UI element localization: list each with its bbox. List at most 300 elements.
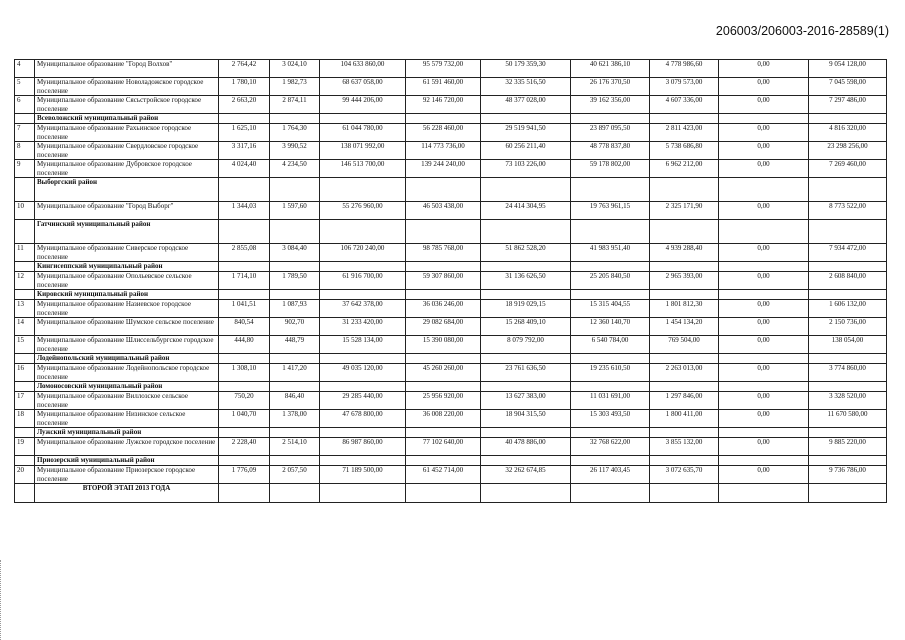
fund-share-cell: 36 036 246,00 — [406, 300, 481, 318]
fund-share-cell: 92 146 720,00 — [406, 96, 481, 114]
extra-cost-cell: 3 328 520,00 — [809, 392, 887, 410]
empty-index-cell — [15, 220, 35, 244]
empty-cell — [571, 290, 650, 300]
empty-index-cell — [15, 354, 35, 364]
extra-cost-cell: 2 608 840,00 — [809, 272, 887, 290]
stage-row — [15, 484, 887, 503]
fund-share-cell: 46 503 438,00 — [406, 202, 481, 220]
municipality-name: Муниципальное образование Шумское сельское поселение — [35, 318, 219, 336]
empty-cell — [320, 262, 406, 272]
extra-cost-cell: 7 045 598,00 — [809, 78, 887, 96]
owners-share-cell: 5 738 686,80 — [650, 142, 719, 160]
area-after-cell: 846,40 — [270, 392, 320, 410]
owners-share-cell: 1 454 134,20 — [650, 318, 719, 336]
empty-cell — [270, 456, 320, 466]
other-share-cell: 0,00 — [719, 336, 809, 354]
municipality-name: Муниципальное образование Назиевское городское поселение — [35, 300, 219, 318]
empty-cell — [320, 290, 406, 300]
empty-cell — [219, 178, 270, 202]
local-share-cell: 39 162 356,00 — [571, 96, 650, 114]
row-index: 17 — [15, 392, 35, 410]
region-share-cell: 73 103 226,00 — [481, 160, 571, 178]
fund-share-cell: 139 244 240,00 — [406, 160, 481, 178]
empty-cell — [719, 456, 809, 466]
empty-cell — [650, 114, 719, 124]
region-share-cell: 29 519 941,50 — [481, 124, 571, 142]
table-row — [15, 300, 887, 318]
area-before-cell: 2 764,42 — [219, 60, 270, 78]
other-share-cell: 0,00 — [719, 202, 809, 220]
empty-cell — [481, 262, 571, 272]
other-share-cell: 0,00 — [719, 96, 809, 114]
row-index: 9 — [15, 160, 35, 178]
other-share-cell: 0,00 — [719, 318, 809, 336]
owners-share-cell: 6 962 212,00 — [650, 160, 719, 178]
area-before-cell: 2 228,40 — [219, 438, 270, 456]
municipality-name: Муниципальное образование Рахьинское городское поселение — [35, 124, 219, 142]
local-share-cell: 19 235 610,50 — [571, 364, 650, 382]
municipality-name: Муниципальное образование Низинское сельское поселение — [35, 410, 219, 428]
empty-cell — [719, 220, 809, 244]
empty-cell — [809, 428, 887, 438]
empty-cell — [809, 484, 887, 503]
local-share-cell: 11 031 691,00 — [571, 392, 650, 410]
local-share-cell: 23 897 095,50 — [571, 124, 650, 142]
empty-cell — [406, 354, 481, 364]
district-name: Кировский муниципальный район — [35, 290, 219, 300]
empty-cell — [270, 220, 320, 244]
total-cost-cell: 106 720 240,00 — [320, 244, 406, 262]
owners-share-cell: 4 778 986,60 — [650, 60, 719, 78]
row-index: 14 — [15, 318, 35, 336]
extra-cost-cell: 2 150 736,00 — [809, 318, 887, 336]
empty-cell — [719, 114, 809, 124]
empty-index-cell — [15, 290, 35, 300]
empty-cell — [481, 114, 571, 124]
empty-cell — [571, 178, 650, 202]
empty-cell — [406, 290, 481, 300]
empty-index-cell — [15, 382, 35, 392]
empty-cell — [719, 382, 809, 392]
area-before-cell: 1 625,10 — [219, 124, 270, 142]
table-body — [15, 60, 887, 503]
empty-cell — [320, 220, 406, 244]
empty-cell — [320, 456, 406, 466]
other-share-cell: 0,00 — [719, 392, 809, 410]
total-cost-cell: 47 678 800,00 — [320, 410, 406, 428]
program-table — [14, 59, 887, 503]
empty-cell — [809, 114, 887, 124]
local-share-cell: 40 621 386,10 — [571, 60, 650, 78]
empty-cell — [219, 354, 270, 364]
fund-share-cell: 15 390 080,00 — [406, 336, 481, 354]
empty-cell — [320, 484, 406, 503]
local-share-cell: 6 540 784,00 — [571, 336, 650, 354]
extra-cost-cell: 3 774 860,00 — [809, 364, 887, 382]
area-before-cell: 1 040,70 — [219, 410, 270, 428]
empty-cell — [719, 290, 809, 300]
empty-cell — [650, 220, 719, 244]
owners-share-cell: 4 939 288,40 — [650, 244, 719, 262]
extra-cost-cell: 138 054,00 — [809, 336, 887, 354]
other-share-cell: 0,00 — [719, 438, 809, 456]
table-row — [15, 124, 887, 142]
region-share-cell: 18 919 029,15 — [481, 300, 571, 318]
fund-share-cell: 36 008 220,00 — [406, 410, 481, 428]
empty-cell — [320, 114, 406, 124]
empty-cell — [650, 428, 719, 438]
total-cost-cell: 99 444 206,00 — [320, 96, 406, 114]
total-cost-cell: 55 276 960,00 — [320, 202, 406, 220]
district-header-row — [15, 354, 887, 364]
empty-cell — [809, 220, 887, 244]
municipality-name: Муниципальное образование Дубровское городское поселение — [35, 160, 219, 178]
owners-share-cell: 3 072 635,70 — [650, 466, 719, 484]
owners-share-cell: 1 801 812,30 — [650, 300, 719, 318]
empty-cell — [270, 178, 320, 202]
empty-index-cell — [15, 456, 35, 466]
area-before-cell: 840,54 — [219, 318, 270, 336]
area-before-cell: 4 024,40 — [219, 160, 270, 178]
extra-cost-cell: 7 297 486,00 — [809, 96, 887, 114]
table-row — [15, 410, 887, 428]
local-share-cell: 26 176 370,50 — [571, 78, 650, 96]
owners-share-cell: 1 297 846,00 — [650, 392, 719, 410]
area-after-cell: 1 417,20 — [270, 364, 320, 382]
empty-cell — [571, 428, 650, 438]
local-share-cell: 41 983 951,40 — [571, 244, 650, 262]
total-cost-cell: 29 285 440,00 — [320, 392, 406, 410]
municipality-name: Муниципальное образование Свердловское городское поселение — [35, 142, 219, 160]
empty-cell — [320, 382, 406, 392]
empty-cell — [719, 428, 809, 438]
district-header-row — [15, 262, 887, 272]
area-before-cell: 2 855,08 — [219, 244, 270, 262]
total-cost-cell: 61 044 780,00 — [320, 124, 406, 142]
municipality-name: Муниципальное образование Сясьстройское городское поселение — [35, 96, 219, 114]
fund-share-cell: 77 102 640,00 — [406, 438, 481, 456]
other-share-cell: 0,00 — [719, 60, 809, 78]
table-row — [15, 364, 887, 382]
owners-share-cell: 3 079 573,00 — [650, 78, 719, 96]
empty-cell — [406, 220, 481, 244]
empty-cell — [571, 220, 650, 244]
row-index: 5 — [15, 78, 35, 96]
empty-cell — [481, 178, 571, 202]
area-after-cell: 4 234,50 — [270, 160, 320, 178]
district-name: Ломоносовский муниципальный район — [35, 382, 219, 392]
district-header-row — [15, 178, 887, 202]
owners-share-cell: 2 811 423,00 — [650, 124, 719, 142]
total-cost-cell: 37 642 378,00 — [320, 300, 406, 318]
empty-cell — [219, 428, 270, 438]
local-share-cell: 25 205 840,50 — [571, 272, 650, 290]
empty-cell — [406, 262, 481, 272]
empty-cell — [481, 382, 571, 392]
empty-cell — [270, 262, 320, 272]
fund-share-cell: 114 773 736,00 — [406, 142, 481, 160]
municipality-name: Муниципальное образование "Город Выборг" — [35, 202, 219, 220]
row-index: 19 — [15, 438, 35, 456]
area-before-cell: 1 041,51 — [219, 300, 270, 318]
total-cost-cell: 15 528 134,00 — [320, 336, 406, 354]
municipality-name: Муниципальное образование Приозерское городское поселение — [35, 466, 219, 484]
empty-cell — [571, 456, 650, 466]
district-name: Кингисеппский муниципальный район — [35, 262, 219, 272]
empty-cell — [320, 354, 406, 364]
empty-cell — [406, 456, 481, 466]
empty-cell — [406, 484, 481, 503]
area-after-cell: 3 990,52 — [270, 142, 320, 160]
district-header-row — [15, 456, 887, 466]
region-share-cell: 32 262 674,85 — [481, 466, 571, 484]
region-share-cell: 60 256 211,40 — [481, 142, 571, 160]
row-index: 10 — [15, 202, 35, 220]
document-table-wrapper — [14, 59, 886, 503]
row-index: 11 — [15, 244, 35, 262]
empty-cell — [270, 484, 320, 503]
other-share-cell: 0,00 — [719, 272, 809, 290]
area-before-cell: 1 308,10 — [219, 364, 270, 382]
municipality-name: Муниципальное образование Лужское городское поселение — [35, 438, 219, 456]
owners-share-cell: 1 800 411,00 — [650, 410, 719, 428]
local-share-cell: 48 778 837,80 — [571, 142, 650, 160]
district-header-row — [15, 114, 887, 124]
empty-cell — [571, 262, 650, 272]
district-name: Лужский муниципальный район — [35, 428, 219, 438]
table-row — [15, 160, 887, 178]
area-before-cell: 750,20 — [219, 392, 270, 410]
empty-cell — [270, 354, 320, 364]
area-before-cell: 444,80 — [219, 336, 270, 354]
local-share-cell: 12 360 140,70 — [571, 318, 650, 336]
empty-index-cell — [15, 114, 35, 124]
row-index: 7 — [15, 124, 35, 142]
municipality-name: Муниципальное образование Лодейнопольское городское поселение — [35, 364, 219, 382]
empty-cell — [719, 354, 809, 364]
fund-share-cell: 29 082 684,00 — [406, 318, 481, 336]
area-before-cell: 1 780,10 — [219, 78, 270, 96]
area-before-cell: 3 317,16 — [219, 142, 270, 160]
empty-cell — [320, 178, 406, 202]
total-cost-cell: 31 233 420,00 — [320, 318, 406, 336]
empty-cell — [719, 484, 809, 503]
district-name: Приозерский муниципальный район — [35, 456, 219, 466]
empty-index-cell — [15, 428, 35, 438]
empty-cell — [481, 456, 571, 466]
empty-cell — [809, 262, 887, 272]
extra-cost-cell: 23 298 256,00 — [809, 142, 887, 160]
area-after-cell: 1 597,60 — [270, 202, 320, 220]
empty-cell — [650, 178, 719, 202]
other-share-cell: 0,00 — [719, 300, 809, 318]
district-header-row — [15, 382, 887, 392]
area-before-cell: 2 663,20 — [219, 96, 270, 114]
region-share-cell: 23 761 636,50 — [481, 364, 571, 382]
extra-cost-cell: 4 816 320,00 — [809, 124, 887, 142]
other-share-cell: 0,00 — [719, 244, 809, 262]
empty-cell — [219, 290, 270, 300]
empty-cell — [650, 262, 719, 272]
area-after-cell: 1 378,00 — [270, 410, 320, 428]
empty-cell — [219, 484, 270, 503]
district-header-row — [15, 220, 887, 244]
empty-cell — [406, 428, 481, 438]
region-share-cell: 31 136 626,50 — [481, 272, 571, 290]
empty-cell — [571, 114, 650, 124]
empty-cell — [481, 484, 571, 503]
other-share-cell: 0,00 — [719, 466, 809, 484]
empty-cell — [719, 262, 809, 272]
empty-index-cell — [15, 262, 35, 272]
table-row — [15, 96, 887, 114]
owners-share-cell: 769 504,00 — [650, 336, 719, 354]
empty-cell — [650, 456, 719, 466]
fund-share-cell: 95 579 732,00 — [406, 60, 481, 78]
empty-cell — [809, 178, 887, 202]
total-cost-cell: 138 071 992,00 — [320, 142, 406, 160]
extra-cost-cell: 1 606 132,00 — [809, 300, 887, 318]
area-after-cell: 448,79 — [270, 336, 320, 354]
area-after-cell: 1 087,93 — [270, 300, 320, 318]
table-row — [15, 142, 887, 160]
table-row — [15, 318, 887, 336]
total-cost-cell: 49 035 120,00 — [320, 364, 406, 382]
district-name: Гатчинский муниципальный район — [35, 220, 219, 244]
empty-cell — [406, 382, 481, 392]
empty-cell — [809, 382, 887, 392]
total-cost-cell: 86 987 860,00 — [320, 438, 406, 456]
total-cost-cell: 68 637 058,00 — [320, 78, 406, 96]
area-after-cell: 3 024,10 — [270, 60, 320, 78]
table-row — [15, 466, 887, 484]
fund-share-cell: 98 785 768,00 — [406, 244, 481, 262]
extra-cost-cell: 8 773 522,00 — [809, 202, 887, 220]
table-row — [15, 78, 887, 96]
extra-cost-cell: 9 736 786,00 — [809, 466, 887, 484]
empty-cell — [219, 262, 270, 272]
owners-share-cell: 2 965 393,00 — [650, 272, 719, 290]
empty-cell — [481, 354, 571, 364]
extra-cost-cell: 7 269 460,00 — [809, 160, 887, 178]
area-after-cell: 3 084,40 — [270, 244, 320, 262]
fund-share-cell: 56 228 460,00 — [406, 124, 481, 142]
empty-cell — [650, 354, 719, 364]
region-share-cell: 51 862 528,20 — [481, 244, 571, 262]
document-id: 206003/206003-2016-28589(1) — [715, 24, 889, 38]
owners-share-cell: 2 263 013,00 — [650, 364, 719, 382]
table-row — [15, 244, 887, 262]
owners-share-cell: 3 855 132,00 — [650, 438, 719, 456]
other-share-cell: 0,00 — [719, 142, 809, 160]
empty-cell — [406, 178, 481, 202]
area-before-cell: 1 344,03 — [219, 202, 270, 220]
row-index: 20 — [15, 466, 35, 484]
region-share-cell: 50 179 359,30 — [481, 60, 571, 78]
fund-share-cell: 25 956 920,00 — [406, 392, 481, 410]
scan-edge-mark — [0, 560, 3, 640]
region-share-cell: 40 478 886,00 — [481, 438, 571, 456]
district-header-row — [15, 290, 887, 300]
fund-share-cell: 61 591 460,00 — [406, 78, 481, 96]
area-after-cell: 1 982,73 — [270, 78, 320, 96]
extra-cost-cell: 9 054 128,00 — [809, 60, 887, 78]
other-share-cell: 0,00 — [719, 410, 809, 428]
area-after-cell: 902,70 — [270, 318, 320, 336]
district-name: Выборгский район — [35, 178, 219, 202]
area-before-cell: 1 776,09 — [219, 466, 270, 484]
empty-cell — [320, 428, 406, 438]
table-row — [15, 392, 887, 410]
empty-cell — [650, 290, 719, 300]
empty-cell — [270, 382, 320, 392]
empty-cell — [809, 354, 887, 364]
extra-cost-cell: 7 934 472,00 — [809, 244, 887, 262]
region-share-cell: 15 268 409,10 — [481, 318, 571, 336]
local-share-cell: 15 315 404,55 — [571, 300, 650, 318]
row-index: 4 — [15, 60, 35, 78]
total-cost-cell: 146 513 700,00 — [320, 160, 406, 178]
empty-cell — [571, 382, 650, 392]
empty-cell — [650, 484, 719, 503]
municipality-name: Муниципальное образование Опольевское сельское поселение — [35, 272, 219, 290]
area-after-cell: 2 874,11 — [270, 96, 320, 114]
empty-cell — [481, 290, 571, 300]
local-share-cell: 15 303 493,50 — [571, 410, 650, 428]
region-share-cell: 24 414 304,95 — [481, 202, 571, 220]
empty-index-cell — [15, 178, 35, 202]
empty-cell — [481, 220, 571, 244]
row-index: 16 — [15, 364, 35, 382]
other-share-cell: 0,00 — [719, 364, 809, 382]
empty-cell — [219, 456, 270, 466]
municipality-name: Муниципальное образование Сиверское городское поселение — [35, 244, 219, 262]
extra-cost-cell: 9 885 220,00 — [809, 438, 887, 456]
other-share-cell: 0,00 — [719, 160, 809, 178]
empty-cell — [270, 428, 320, 438]
row-index: 15 — [15, 336, 35, 354]
other-share-cell: 0,00 — [719, 124, 809, 142]
empty-cell — [719, 178, 809, 202]
table-row — [15, 60, 887, 78]
table-row — [15, 202, 887, 220]
local-share-cell: 59 178 802,00 — [571, 160, 650, 178]
area-after-cell: 2 057,50 — [270, 466, 320, 484]
district-name: Всеволожский муниципальный район — [35, 114, 219, 124]
local-share-cell: 19 763 961,15 — [571, 202, 650, 220]
empty-index-cell — [15, 484, 35, 503]
extra-cost-cell: 11 670 580,00 — [809, 410, 887, 428]
area-before-cell: 1 714,10 — [219, 272, 270, 290]
area-after-cell: 1 764,30 — [270, 124, 320, 142]
region-share-cell: 48 377 028,00 — [481, 96, 571, 114]
empty-cell — [219, 114, 270, 124]
empty-cell — [219, 220, 270, 244]
municipality-name: Муниципальное образование Шлиссельбургское городское поселение — [35, 336, 219, 354]
row-index: 12 — [15, 272, 35, 290]
fund-share-cell: 59 307 860,00 — [406, 272, 481, 290]
district-name: Лодейнопольский муниципальный район — [35, 354, 219, 364]
table-row — [15, 336, 887, 354]
fund-share-cell: 61 452 714,00 — [406, 466, 481, 484]
total-cost-cell: 71 189 500,00 — [320, 466, 406, 484]
area-after-cell: 1 789,50 — [270, 272, 320, 290]
area-after-cell: 2 514,10 — [270, 438, 320, 456]
region-share-cell: 8 079 792,00 — [481, 336, 571, 354]
empty-cell — [406, 114, 481, 124]
region-share-cell: 32 335 516,50 — [481, 78, 571, 96]
empty-cell — [219, 382, 270, 392]
